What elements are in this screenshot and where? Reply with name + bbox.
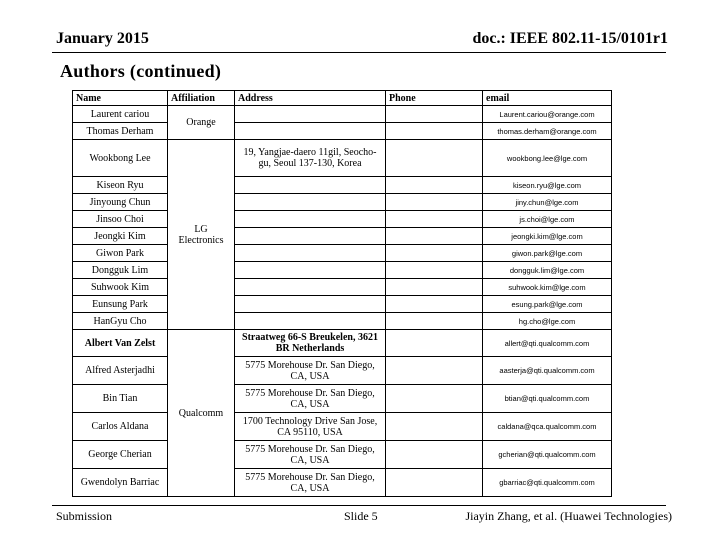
phone-cell	[386, 211, 483, 228]
email-cell: jeongki.kim@lge.com	[483, 228, 612, 245]
author-name: Giwon Park	[73, 245, 168, 262]
email-cell: giwon.park@lge.com	[483, 245, 612, 262]
phone-cell	[386, 123, 483, 140]
phone-cell	[386, 357, 483, 385]
address-cell	[235, 245, 386, 262]
table-row	[73, 177, 612, 194]
phone-cell	[386, 106, 483, 123]
author-name: Alfred Asterjadhi	[73, 357, 168, 385]
table-row	[73, 140, 612, 177]
table-row	[73, 441, 612, 469]
phone-cell	[386, 330, 483, 357]
table-row	[73, 313, 612, 330]
author-name: Jeongki Kim	[73, 228, 168, 245]
phone-cell	[386, 313, 483, 330]
table-row	[73, 194, 612, 211]
address-cell: 1700 Technology Drive San Jose, CA 95110, USA	[235, 413, 386, 441]
table-row	[73, 413, 612, 441]
email-cell: caldana@qca.qualcomm.com	[483, 413, 612, 441]
col-header-email: email	[483, 91, 612, 106]
author-name: Eunsung Park	[73, 296, 168, 313]
phone-cell	[386, 279, 483, 296]
address-cell: 5775 Morehouse Dr. San Diego, CA, USA	[235, 441, 386, 469]
email-cell: Laurent.cariou@orange.com	[483, 106, 612, 123]
table-row	[73, 469, 612, 497]
address-cell	[235, 313, 386, 330]
col-header-affiliation: Affiliation	[168, 91, 235, 106]
author-name: Jinyoung Chun	[73, 194, 168, 211]
phone-cell	[386, 262, 483, 279]
footer-authors: Jiayin Zhang, et al. (Huawei Technologies)	[465, 509, 672, 523]
table-row	[73, 262, 612, 279]
table-row	[73, 228, 612, 245]
email-cell: esung.park@lge.com	[483, 296, 612, 313]
author-name: Dongguk Lim	[73, 262, 168, 279]
address-cell	[235, 106, 386, 123]
author-name: Albert Van Zelst	[73, 330, 168, 357]
email-cell: aasterja@qti.qualcomm.com	[483, 357, 612, 385]
email-cell: thomas.derham@orange.com	[483, 123, 612, 140]
phone-cell	[386, 228, 483, 245]
address-cell	[235, 123, 386, 140]
author-name: Thomas Derham	[73, 123, 168, 140]
author-name: HanGyu Cho	[73, 313, 168, 330]
phone-cell	[386, 194, 483, 211]
email-cell: dongguk.lim@lge.com	[483, 262, 612, 279]
phone-cell	[386, 245, 483, 262]
table-row	[73, 106, 612, 123]
footer-submission: Submission	[56, 509, 113, 523]
header-doc-id: doc.: IEEE 802.11-15/0101r1	[472, 30, 668, 47]
author-name: George Cherian	[73, 441, 168, 469]
email-cell: js.choi@lge.com	[483, 211, 612, 228]
address-cell: 19, Yangjae-daero 11gil, Seocho-gu, Seoul 137-130, Korea	[235, 140, 386, 177]
author-name: Gwendolyn Barriac	[73, 469, 168, 497]
email-cell: kiseon.ryu@lge.com	[483, 177, 612, 194]
author-name: Laurent cariou	[73, 106, 168, 123]
email-cell: gcherian@qti.qualcomm.com	[483, 441, 612, 469]
address-cell	[235, 279, 386, 296]
table-row	[73, 296, 612, 313]
table-row	[73, 357, 612, 385]
table-header-row	[73, 91, 612, 106]
author-name: Wookbong Lee	[73, 140, 168, 177]
address-cell: Straatweg 66-S Breukelen, 3621 BR Netherlands	[235, 330, 386, 357]
email-cell: wookbong.lee@lge.com	[483, 140, 612, 177]
col-header-address: Address	[235, 91, 386, 106]
address-cell: 5775 Morehouse Dr. San Diego, CA, USA	[235, 357, 386, 385]
authors-table	[72, 90, 611, 497]
table-row	[73, 279, 612, 296]
author-name: Suhwook Kim	[73, 279, 168, 296]
table-row	[73, 330, 612, 357]
footer-slide-number: Slide 5	[344, 509, 378, 523]
email-cell: suhwook.kim@lge.com	[483, 279, 612, 296]
phone-cell	[386, 469, 483, 497]
table-row	[73, 385, 612, 413]
author-name: Carlos Aldana	[73, 413, 168, 441]
email-cell: jiny.chun@lge.com	[483, 194, 612, 211]
phone-cell	[386, 296, 483, 313]
col-header-name: Name	[73, 91, 168, 106]
phone-cell	[386, 441, 483, 469]
address-cell	[235, 194, 386, 211]
footer-rule	[52, 505, 666, 506]
phone-cell	[386, 385, 483, 413]
slide-title: Authors (continued)	[60, 61, 222, 81]
author-name: Kiseon Ryu	[73, 177, 168, 194]
phone-cell	[386, 413, 483, 441]
header-rule	[52, 52, 666, 53]
affiliation-cell: LG Electronics	[168, 140, 235, 330]
table-row	[73, 245, 612, 262]
affiliation-cell: Orange	[168, 106, 235, 140]
address-cell	[235, 177, 386, 194]
address-cell: 5775 Morehouse Dr. San Diego, CA, USA	[235, 385, 386, 413]
author-name: Bin Tian	[73, 385, 168, 413]
author-name: Jinsoo Choi	[73, 211, 168, 228]
table-row	[73, 123, 612, 140]
phone-cell	[386, 177, 483, 194]
email-cell: allert@qti.qualcomm.com	[483, 330, 612, 357]
email-cell: btian@qti.qualcomm.com	[483, 385, 612, 413]
address-cell	[235, 228, 386, 245]
address-cell	[235, 211, 386, 228]
header-date: January 2015	[56, 30, 149, 47]
email-cell: hg.cho@lge.com	[483, 313, 612, 330]
table-row	[73, 211, 612, 228]
address-cell	[235, 262, 386, 279]
col-header-phone: Phone	[386, 91, 483, 106]
email-cell: gbarriac@qti.qualcomm.com	[483, 469, 612, 497]
phone-cell	[386, 140, 483, 177]
affiliation-cell: Qualcomm	[168, 330, 235, 497]
address-cell	[235, 296, 386, 313]
address-cell: 5775 Morehouse Dr. San Diego, CA, USA	[235, 469, 386, 497]
